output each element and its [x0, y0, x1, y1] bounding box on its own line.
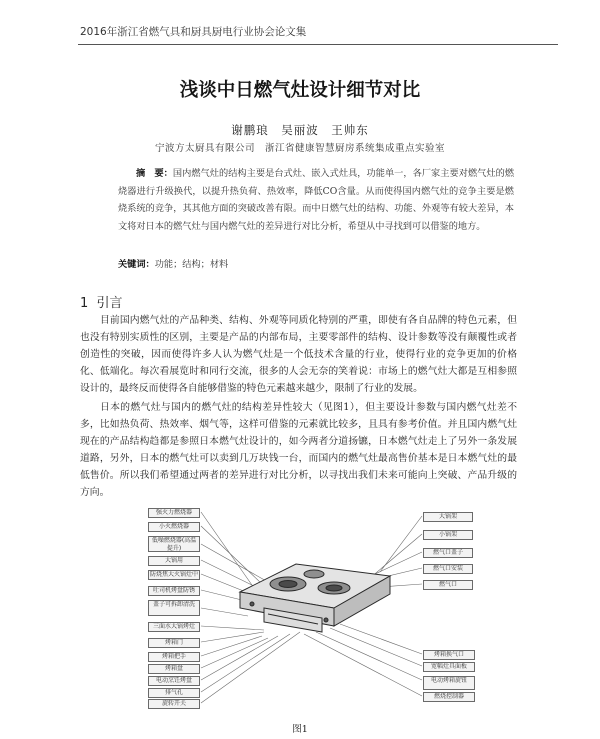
paper-title: 浅谈中日燃气灶设计细节对比: [179, 80, 421, 101]
fig-label-bottom-right-3: 电动烤箱旋钮: [423, 676, 475, 690]
fig-label-bottom-left-6: 旋转开关: [148, 699, 200, 709]
abstract: [118, 165, 514, 235]
affiliation: 宁波方太厨具有限公司 浙江省健康智慧厨房系统集成重点实验室: [154, 143, 445, 154]
keywords-text: 功能；结构；材料: [154, 259, 229, 270]
section-heading: [80, 292, 123, 311]
fig-label-left-2: 小火燃烧器: [148, 522, 200, 532]
figure-1: [144, 504, 480, 709]
section-number: 1: [80, 296, 89, 311]
fig-label-bottom-left-1: 烤箱门: [148, 638, 200, 648]
fig-label-right-4: 燃气口安装: [423, 564, 473, 574]
fig-label-left-7: 盖子可拆卸清洗: [148, 600, 200, 616]
fig-label-left-4: 大锅用: [148, 556, 200, 566]
fig-label-right-2: 小锅架: [423, 530, 473, 540]
fig-label-right-3: 燃气口盖子: [423, 548, 473, 558]
fig-label-left-5: 防烧焦大火锅灶中: [150, 571, 199, 578]
section-title: 引言: [96, 296, 123, 311]
fig-label-right-1: 大锅架: [423, 512, 473, 522]
fig-label-left-6: 吐司机烤盘防锈: [148, 586, 200, 596]
paragraph-2: 日本的燃气灶与国内的燃气灶的结构差异性较大（见图1），但主要设计参数与国内燃气灶差不多，比如热负荷、热效率、烟气等，这样可借鉴的元素就比较多，且具有参考价值。并且国内燃气灶现在的产品结构趋都是参照日本燃气灶设计的，如今两者分道扬镳，日本燃气灶走上了另外一条发展道路，另外，日本的燃气灶可以卖到几万块钱一台，而国内的燃气灶最高售价基本是日本燃气灶的最低售价。所以我们希望通过两者的差异进行对比分析，以寻找出我们未来可能向上突破、产品升级的方向。: [80, 402, 517, 498]
keywords-label: 关键词：: [118, 259, 155, 270]
fig-label-bottom-left-2: 烤箱把手: [148, 652, 200, 662]
fig-label-bottom-right-4: 燃烧控制器: [423, 692, 475, 702]
fig-label-bottom-left-5: 排气孔: [148, 688, 200, 698]
fig-label-bottom-left-4: 电动烹饪烤盘: [148, 676, 200, 686]
fig-label-bottom-right-1: 烤箱换气口: [423, 650, 475, 660]
fig-label-bottom-right-2: 宽幅灶具面板: [423, 662, 475, 672]
keywords: [118, 256, 228, 270]
fig-label-right-5: 燃气口: [423, 580, 473, 590]
fig-label-bottom-left-3: 烤箱盘: [148, 664, 200, 674]
header-divider: [78, 44, 558, 45]
fig-label-left-8: 三面水大锅烤灶: [148, 622, 200, 632]
paragraph-1: 目前国内燃气灶的产品种类、结构、外观等同质化特别的严重，即使有各自品牌的特色元素，但也没有特别实质性的区别，主要是产品的内部布局，主要零部件的结构、设计参数等没有颠覆性或者创造性的突破，因而使得许多人认为燃气灶是一个低技术含量的行业，使得行业的竞争更加的价格化、低端化。每次看展览时和同行交流，很多的人会无奈的笑着说：市场上的燃气灶大都是互相参照设计的，最终反而使得各自能够借鉴的特色元素越来越少，限制了行业的发展。: [80, 315, 517, 394]
running-header: 2016年浙江省燃气具和厨具厨电行业协会论文集: [80, 26, 307, 38]
abstract-label: 摘 要：: [136, 168, 173, 179]
fig-label-left-3: 低噪燃烧器(高温提升): [148, 536, 200, 552]
figure-caption: 图1: [292, 724, 308, 735]
authors: 谢鹏琅 吴丽波 王帅东: [231, 123, 369, 137]
abstract-text: 国内燃气灶的结构主要是台式灶、嵌入式灶具，功能单一，各厂家主要对燃气灶的燃烧器进行升级换代，以提升热负荷、热效率，降低CO含量。从而使得国内燃气灶的竞争主要是燃烧系统的竞争，其其他方面的突破改善有限。而中日燃气灶的结构、功能、外观等有较大差异，本文将对日本的燃气灶与国内燃气灶的差异进行对比分析，希望从中寻找到可以借鉴的地方。: [118, 168, 515, 232]
fig-label-left-1: 强火力燃烧器: [148, 508, 200, 518]
